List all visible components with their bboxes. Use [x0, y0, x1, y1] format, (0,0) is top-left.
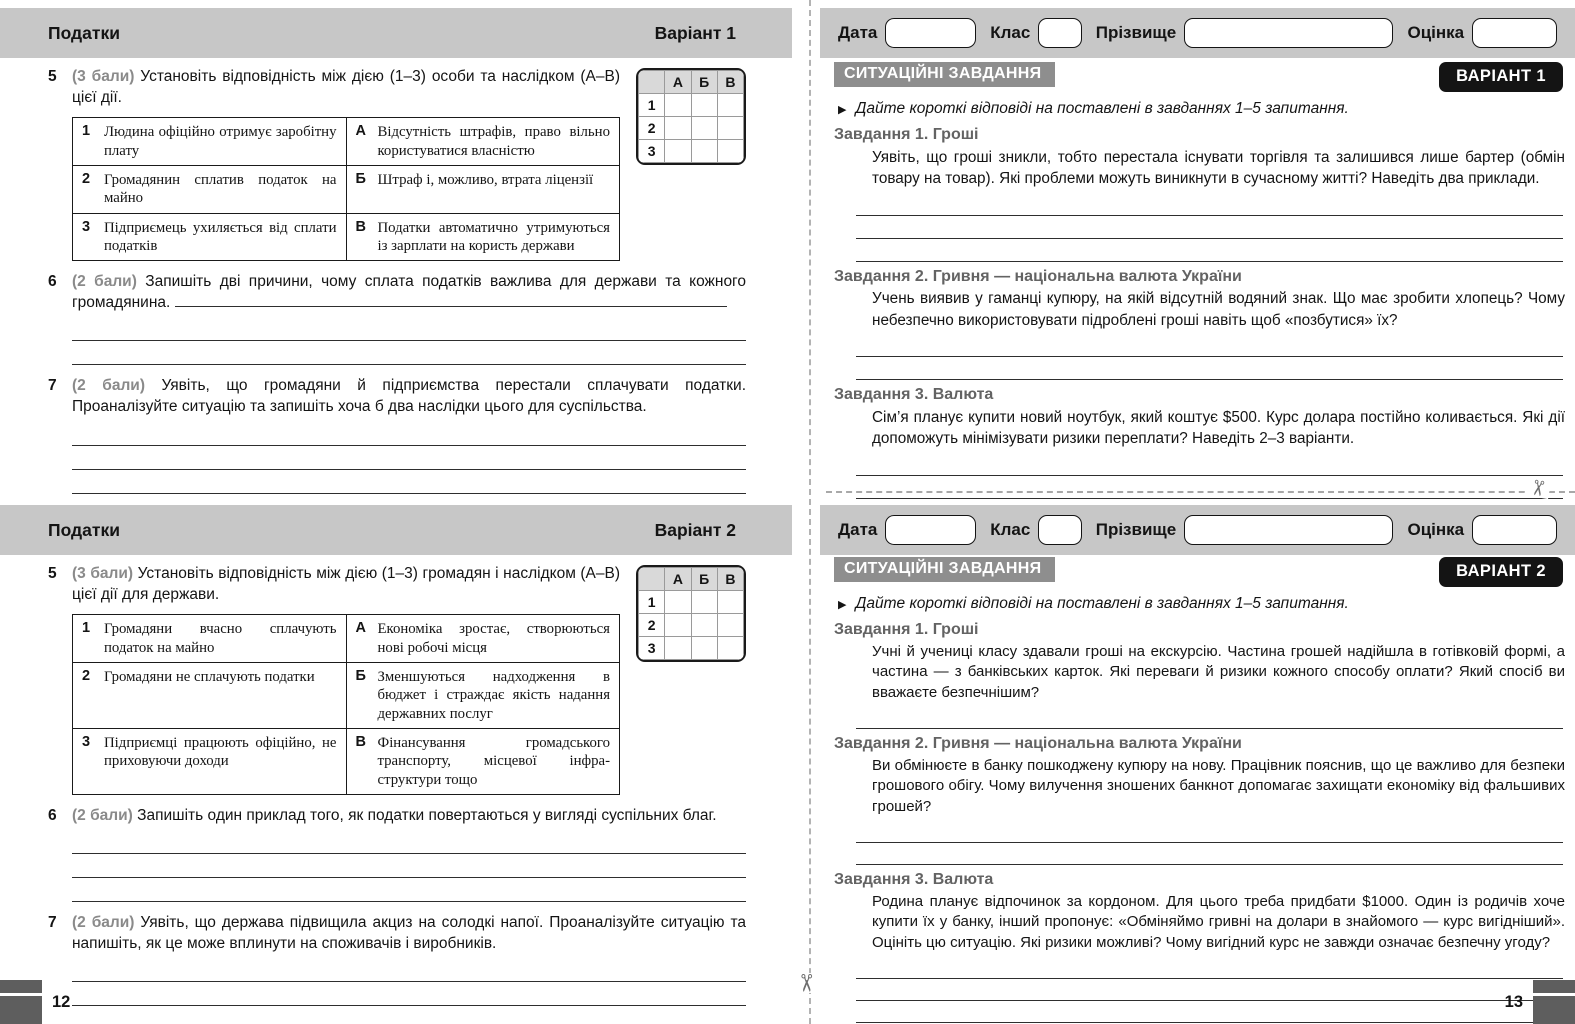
- row-number: 3: [82, 218, 91, 235]
- answer-lines: [72, 830, 746, 902]
- section-header-bar: [0, 505, 792, 555]
- grid-header-cell: В: [717, 71, 743, 94]
- option-letter: А: [355, 123, 366, 140]
- action-text: Підприємець ухиляється від сплати податків: [104, 219, 337, 254]
- instruction: [838, 98, 1565, 120]
- grid-row-label: 2: [639, 117, 665, 140]
- answer-line[interactable]: [72, 341, 746, 365]
- grid-cell[interactable]: [665, 637, 691, 660]
- row-number: 1: [82, 620, 91, 637]
- grid-header-cell: А: [665, 568, 691, 591]
- surname-label: Прізвище: [1095, 23, 1177, 42]
- date-field[interactable]: [885, 515, 976, 545]
- grid-cell[interactable]: [717, 94, 743, 117]
- answer-line[interactable]: [856, 357, 1563, 380]
- answer-line[interactable]: [856, 193, 1563, 216]
- task-text: Уявіть, що гроші зникли, тобто перестала існувати торгівля та залишився лише бартер (обмін товару на товар). Які проблеми можуть виникнути в сучасному житті? Наведіть два приклади.: [872, 148, 1565, 188]
- grid-row-label: 1: [639, 591, 665, 614]
- grid-header-cell: А: [665, 71, 691, 94]
- right-section-variant-2: [820, 497, 1575, 1024]
- grid-row-label: 2: [639, 614, 665, 637]
- grid-cell[interactable]: [691, 614, 717, 637]
- points-badge: (2 бали): [72, 913, 135, 931]
- grid-cell[interactable]: [717, 140, 743, 163]
- table-row: [73, 165, 620, 213]
- action-text: Громадянин сплатив податок на майно: [104, 171, 337, 207]
- date-field[interactable]: [885, 18, 976, 48]
- arrow-icon: ▶: [838, 598, 847, 611]
- question-number: 5: [48, 68, 57, 85]
- answer-grid: [636, 68, 746, 261]
- option-letter: В: [355, 733, 366, 750]
- left-section-variant-2: [0, 505, 792, 1024]
- option-letter: Б: [355, 667, 366, 684]
- cut-line-horizontal: [826, 491, 1575, 493]
- result-text: Фінансування громадського транспорту, місцевої інфраструктури тощо: [377, 734, 610, 788]
- question-6: [48, 805, 746, 902]
- answer-line[interactable]: [856, 476, 1563, 499]
- grid-header-cell: Б: [691, 71, 717, 94]
- class-label: Клас: [990, 520, 1031, 539]
- result-text: Відсутність штрафів, право вільно користуватися власністю: [377, 124, 610, 159]
- row-number: 1: [82, 123, 91, 140]
- cut-line-vertical: [809, 0, 811, 1024]
- question-number: 5: [48, 565, 57, 582]
- page-right: [820, 0, 1575, 1024]
- question-5: [48, 563, 746, 795]
- header-fields-bar: [820, 505, 1575, 555]
- answer-line[interactable]: [856, 334, 1563, 357]
- answer-line[interactable]: [856, 239, 1563, 262]
- left-content-v1: [48, 66, 746, 494]
- grid-row-label: 1: [639, 94, 665, 117]
- class-field[interactable]: [1038, 18, 1081, 48]
- points-badge: (2 бали): [72, 806, 133, 824]
- task-heading: Завдання 3. Валюта: [834, 870, 994, 888]
- grid-cell[interactable]: [665, 614, 691, 637]
- grid-cell[interactable]: [691, 117, 717, 140]
- table-row: [73, 615, 620, 663]
- result-text: Економіка зростає, створюються нові робочі місця: [377, 621, 610, 656]
- left-section-variant-1: [0, 0, 792, 505]
- row-number: 2: [82, 170, 91, 187]
- task-2: [834, 734, 1565, 865]
- question-number: 7: [48, 913, 57, 931]
- action-text: Громадяни не сплачують податки: [104, 668, 315, 685]
- instruction-text: Дайте короткі відповіді на поставлені в завданнях 1–5 запитання.: [855, 100, 1349, 117]
- instruction-text: Дайте короткі відповіді на поставлені в завданнях 1–5 запитання.: [855, 595, 1349, 612]
- table-row: [73, 662, 620, 728]
- answer-grid: [636, 565, 746, 795]
- task-text: Сім’я планує купити новий ноутбук, який коштує $500. Курс долара постійно коливається. Які дії допоможуть мінімізувати ризики переплати? Наведіть 2–3 варіанти.: [872, 409, 1565, 448]
- answer-line[interactable]: [856, 453, 1563, 476]
- answer-line[interactable]: [856, 821, 1563, 843]
- answer-lines: [856, 193, 1563, 262]
- left-content-v2: [48, 563, 746, 1024]
- answer-line[interactable]: [175, 294, 727, 307]
- grid-header-cell: Б: [691, 568, 717, 591]
- matching-table: [72, 614, 620, 795]
- grid-corner-cell: [639, 568, 665, 591]
- task-text: Учні й учениці класу здавали гроші на екскурсію. Частина грошей надійшла в готівковій формі, а частина — з банківських карток. Які переваги й ризики кожного способу оплати? Який спосіб ви вважаєте безпечнішим?: [872, 642, 1565, 702]
- answer-line[interactable]: [856, 979, 1563, 1001]
- answer-line[interactable]: [72, 878, 746, 902]
- section-header-bar: [0, 8, 792, 58]
- question-text: Уявіть, що держава підвищила акциз на солодкі напої. Проаналізуйте ситуацію та напишіть, як це може вплинути на споживачів і виробників.: [72, 913, 746, 953]
- surname-field[interactable]: [1184, 515, 1393, 545]
- surname-label: Прізвище: [1095, 520, 1177, 539]
- task-1: [834, 620, 1565, 729]
- matching-table: [72, 117, 620, 261]
- answer-line[interactable]: [72, 317, 746, 341]
- table-row: [73, 118, 620, 166]
- question-7: [48, 375, 746, 493]
- situational-tasks-label: СИТУАЦІЙНІ ЗАВДАННЯ: [834, 557, 1055, 582]
- right-section-variant-1: [820, 0, 1575, 500]
- task-text: Учень виявив у гаманці купюру, на якій відсутній водяний знак. Що має зробити хлопець? Чому небезпечно використовувати підроблені гроші навіть щоб «позбутися» їх?: [872, 290, 1565, 329]
- right-content-v2: [834, 557, 1565, 1023]
- task-3: [834, 385, 1565, 500]
- grid-cell[interactable]: [691, 591, 717, 614]
- question-number: 6: [48, 806, 57, 824]
- variant-badge: ВАРІАНТ 1: [1439, 62, 1563, 92]
- instruction: [838, 593, 1565, 615]
- action-text: Громадяни вчасно сплачують податок на майно: [104, 621, 337, 656]
- option-letter: А: [355, 620, 366, 637]
- grid-cell[interactable]: [665, 591, 691, 614]
- question-5: [48, 66, 746, 261]
- date-label: Дата: [838, 520, 878, 539]
- grid-corner-cell: [639, 71, 665, 94]
- option-letter: Б: [355, 170, 366, 187]
- page-edge-tab: [1533, 980, 1575, 1024]
- question-7: [48, 912, 746, 1024]
- arrow-icon: ▶: [838, 103, 847, 116]
- answer-line[interactable]: [72, 446, 746, 470]
- answer-line[interactable]: [72, 422, 746, 446]
- scissors-icon: ✂: [1524, 477, 1552, 499]
- answer-line[interactable]: [856, 957, 1563, 979]
- task-2: [834, 267, 1565, 381]
- surname-field[interactable]: [1184, 18, 1393, 48]
- question-text: Запишіть дві причини, чому сплата податків важлива для держави та кожного громадянина.: [72, 273, 746, 312]
- answer-line[interactable]: [72, 1006, 746, 1024]
- answer-lines: [856, 957, 1563, 1023]
- grade-label: Оцінка: [1407, 23, 1465, 42]
- answer-line[interactable]: [72, 470, 746, 494]
- answer-line[interactable]: [856, 216, 1563, 239]
- grid-header-cell: В: [717, 568, 743, 591]
- variant-label: Варіант 2: [654, 519, 736, 540]
- task-heading: Завдання 3. Валюта: [834, 386, 994, 404]
- table-row: [73, 728, 620, 794]
- answer-line[interactable]: [72, 982, 746, 1006]
- grade-field[interactable]: [1472, 515, 1557, 545]
- task-3: [834, 870, 1565, 1023]
- action-text: Підприємці працюють офіційно, не приховуючи доходи: [104, 734, 337, 770]
- answer-line[interactable]: [72, 958, 746, 982]
- task-text: Ви обмінюєте в банку пошкоджену купюру на нову. Працівник пояснив, що це важливо для безпеки грошового обігу. Чому вилучення зношених банкнот допомагає захищати економіку від фальшивих грошей?: [872, 756, 1565, 816]
- grade-label: Оцінка: [1407, 520, 1465, 539]
- right-content-v1: [834, 62, 1565, 500]
- points-badge: (2 бали): [72, 377, 145, 395]
- grid-cell[interactable]: [691, 637, 717, 660]
- answer-line[interactable]: [856, 843, 1563, 865]
- answer-lines: [856, 821, 1563, 865]
- grid-cell[interactable]: [717, 614, 743, 637]
- task-heading: Завдання 2. Гривня — національна валюта України: [834, 734, 1242, 752]
- row-number: 3: [82, 733, 91, 750]
- task-heading: Завдання 1. Гроші: [834, 126, 979, 143]
- answer-lines: [856, 334, 1563, 380]
- answer-line[interactable]: [72, 830, 746, 854]
- question-6: [48, 271, 746, 365]
- grid-cell[interactable]: [717, 637, 743, 660]
- answer-lines: [856, 707, 1563, 729]
- scissors-icon: ✂: [789, 973, 823, 993]
- question-text: Установіть відповідність між дією (1–3) особи та наслідком (А–В) цієї дії.: [72, 68, 620, 107]
- result-text: Зменшуються надходження в бюджет і страждає якість надання державних послуг: [377, 668, 610, 722]
- grid-cell[interactable]: [665, 117, 691, 140]
- situational-tasks-label: СИТУАЦІЙНІ ЗАВДАННЯ: [834, 62, 1055, 87]
- page-number: 13: [1504, 993, 1523, 1011]
- question-text: Запишіть один приклад того, як податки повертаються у вигляді суспільних благ.: [137, 806, 717, 824]
- grade-field[interactable]: [1472, 18, 1557, 48]
- answer-lines: [72, 422, 746, 494]
- task-heading: Завдання 1. Гроші: [834, 621, 979, 638]
- class-field[interactable]: [1038, 515, 1081, 545]
- result-text: Штраф і, можливо, втрата ліцензії: [377, 171, 594, 188]
- page-edge-tab: [0, 980, 42, 1024]
- answer-lines: [72, 958, 746, 1024]
- grid-cell[interactable]: [717, 591, 743, 614]
- answer-line[interactable]: [856, 1001, 1563, 1023]
- points-badge: (2 бали): [72, 273, 137, 291]
- grid-cell[interactable]: [691, 140, 717, 163]
- question-number: 6: [48, 273, 57, 291]
- answer-line[interactable]: [856, 707, 1563, 729]
- answer-lines: [72, 317, 746, 365]
- date-label: Дата: [838, 23, 878, 42]
- task-text: Родина планує відпочинок за кордоном. Для цього треба придбати $1000. Один із родичів хоче купити їх у банку, інший пропонує: «Обміняймо гривні на долари в знайомого — курс вигідніший». Оцініть цю ситуацію. Які ризики можливі? Чому вигідний курс не завжди означає безпечну угоду?: [872, 892, 1565, 951]
- question-number: 7: [48, 377, 57, 395]
- page-number: 12: [52, 993, 71, 1011]
- grid-row-label: 3: [639, 140, 665, 163]
- points-badge: (3 бали): [72, 565, 134, 582]
- task-heading: Завдання 2. Гривня — національна валюта України: [834, 267, 1242, 285]
- question-text: Уявіть, що громадяни й підприємства перестали сплачувати податки. Проаналізуйте ситуацію та запишіть хоча б два наслідки цього для суспільства.: [72, 377, 746, 416]
- grid-cell[interactable]: [691, 94, 717, 117]
- class-label: Клас: [990, 23, 1031, 42]
- variant-label: Варіант 1: [654, 22, 736, 43]
- points-badge: (3 бали): [72, 68, 135, 85]
- header-fields-bar: [820, 8, 1575, 58]
- result-text: Податки автоматично утримуються із зарплати на користь держави: [377, 219, 610, 254]
- page-title: Податки: [48, 519, 120, 540]
- row-number: 2: [82, 667, 91, 684]
- answer-line[interactable]: [72, 854, 746, 878]
- grid-cell[interactable]: [665, 94, 691, 117]
- option-letter: В: [355, 218, 366, 235]
- grid-cell[interactable]: [717, 117, 743, 140]
- question-text: Установіть відповідність між дією (1–3) громадян і наслідком (А–В) цієї дії для держави.: [72, 565, 621, 604]
- table-row: [73, 213, 620, 261]
- task-1: [834, 125, 1565, 262]
- action-text: Людина офіційно отримує заробітну плату: [104, 124, 337, 159]
- page-title: Податки: [48, 22, 120, 43]
- grid-row-label: 3: [639, 637, 665, 660]
- variant-badge: ВАРІАНТ 2: [1439, 557, 1563, 587]
- grid-cell[interactable]: [665, 140, 691, 163]
